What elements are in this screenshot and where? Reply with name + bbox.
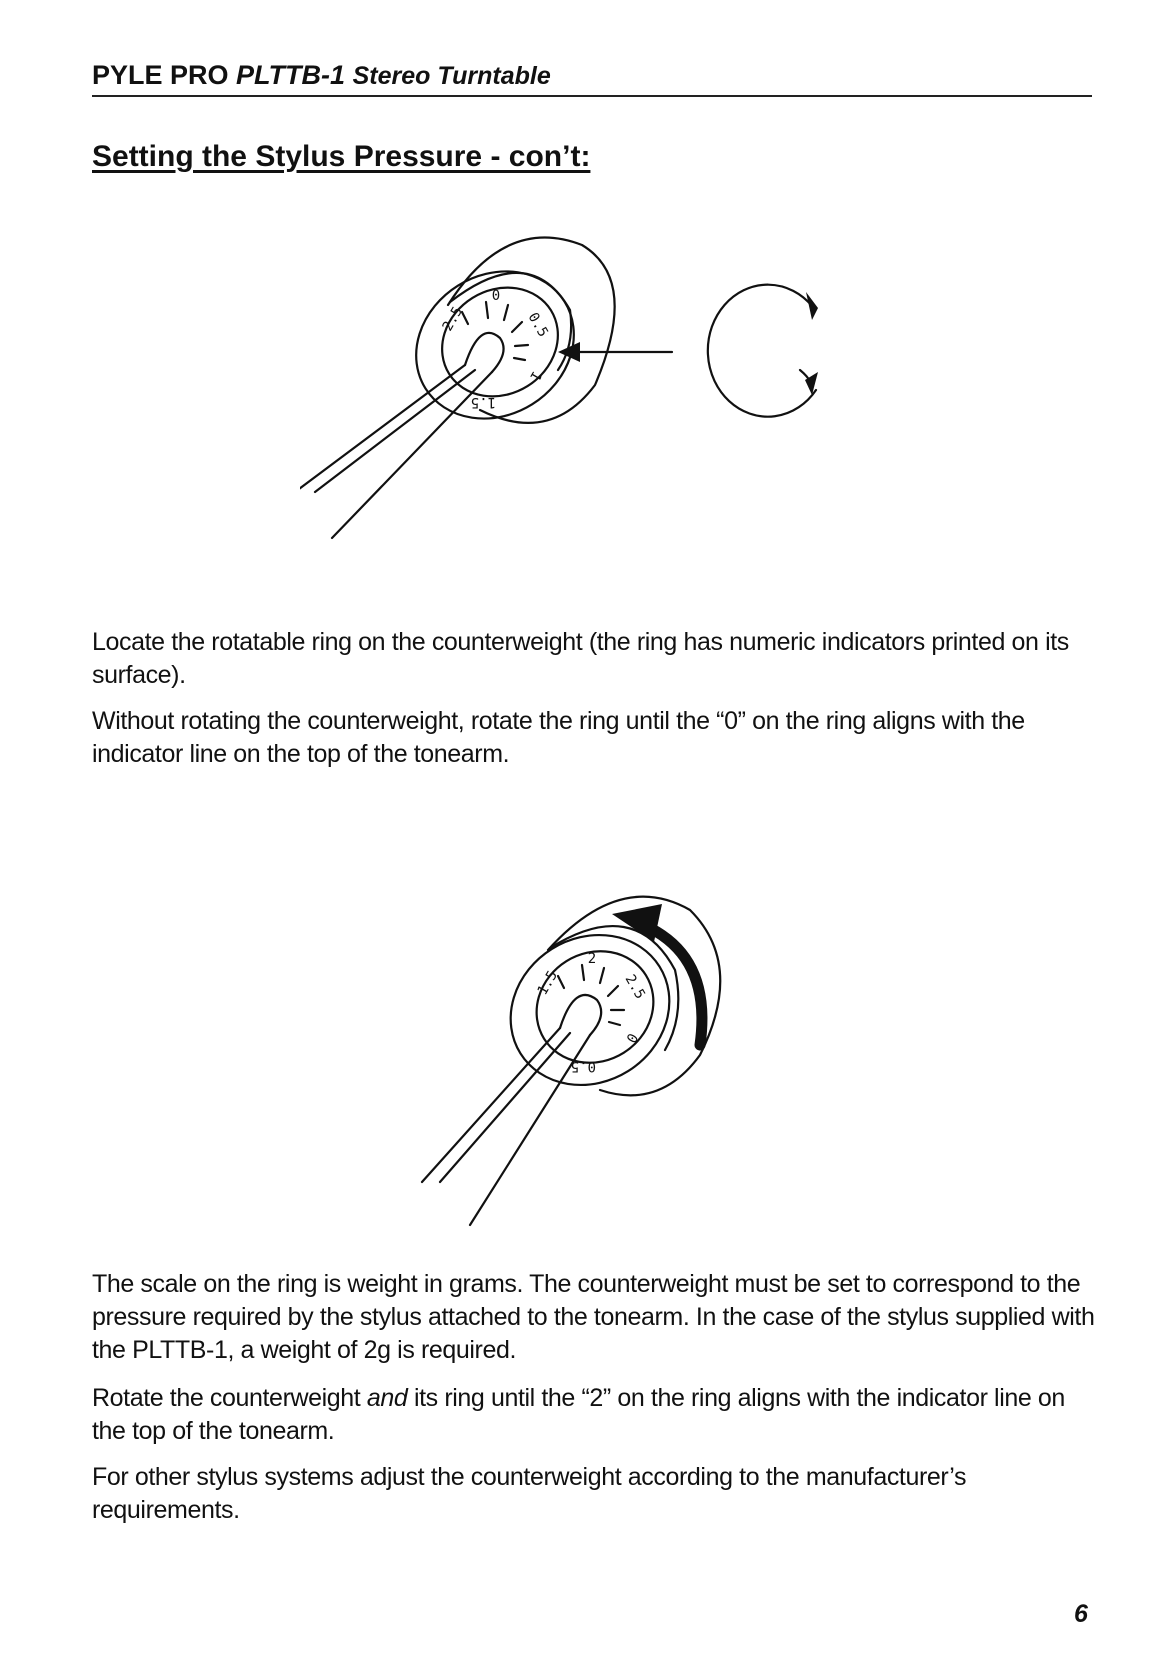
instruction-paragraph-1: Locate the rotatable ring on the counterweight (the ring has numeric indicators printed on its surface). bbox=[92, 628, 1069, 689]
counterweight-rotation-diagram bbox=[400, 880, 820, 1250]
instruction-paragraph-4 bbox=[92, 1382, 1102, 1448]
rotation-arrow-icon bbox=[806, 292, 818, 320]
dial-label-1-5: 1.5 bbox=[470, 394, 496, 410]
paragraph-4-start: Rotate the counterweight bbox=[92, 1384, 367, 1412]
curved-arrow-head-icon bbox=[612, 904, 662, 942]
dial-label-2: 2 bbox=[587, 951, 597, 967]
dial-label-2-5: 2.5 bbox=[621, 972, 649, 1002]
instruction-paragraph-2: Without rotating the counterweight, rotate the ring until the “0” on the ring aligns with the indicator line on the top of the tonearm. bbox=[92, 707, 1025, 768]
dial-label-0-5: 0.5 bbox=[570, 1058, 596, 1074]
section-title: Setting the Stylus Pressure - con’t: bbox=[92, 140, 591, 173]
paragraph-4-emphasis: and bbox=[366, 1384, 408, 1412]
page-header bbox=[92, 58, 1092, 97]
instruction-paragraph-5: For other stylus systems adjust the counterweight according to the manufacturer’s requirements. bbox=[92, 1463, 967, 1524]
dial-label-1: 1 bbox=[526, 368, 545, 384]
dial-label-0: 0 bbox=[491, 288, 501, 304]
brand-name: PYLE PRO bbox=[92, 60, 229, 90]
model-name: PLTTB-1 bbox=[236, 60, 346, 90]
instruction-paragraph-3: The scale on the ring is weight in grams. The counterweight must be set to correspond to the pressure required by the stylus attached to the tonearm. In the case of the stylus supplied with the PLTTB-1, a weight of 2g is required. bbox=[92, 1270, 1095, 1364]
product-subtitle: Stereo Turntable bbox=[352, 62, 551, 90]
counterweight-ring-diagram bbox=[300, 220, 900, 610]
paragraph-4-end: its ring until the “2” on the ring aligns with the indicator line on the top of the tonearm. bbox=[92, 1384, 1065, 1445]
dial-label-0-5: 0.5 bbox=[524, 310, 552, 340]
dial-label-1-5: 1.5 bbox=[534, 968, 562, 998]
dial-label-0: 0 bbox=[622, 1030, 641, 1046]
dial-label-2-5: 2.5 bbox=[439, 304, 467, 334]
page-number: 6 bbox=[1074, 1600, 1088, 1628]
